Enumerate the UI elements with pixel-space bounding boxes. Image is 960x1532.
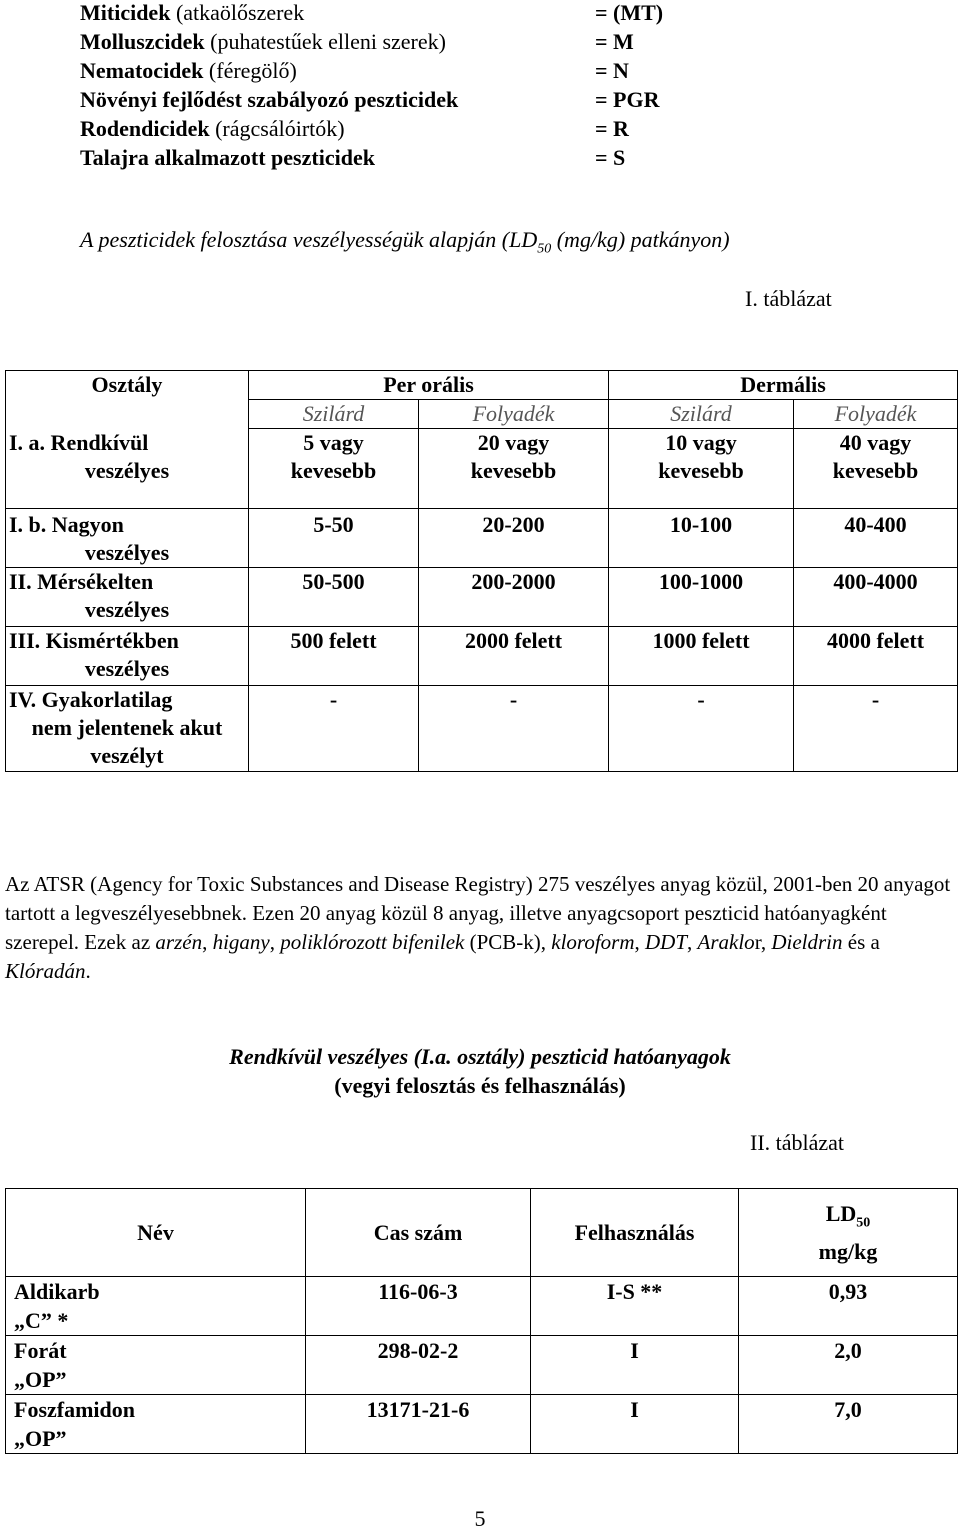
value-cell xyxy=(249,429,419,509)
value-cell: 40-400 xyxy=(794,509,958,568)
table-subheader-row xyxy=(6,400,958,429)
ld-cell: 0,93 xyxy=(739,1277,958,1336)
para-text: (PCB-k), xyxy=(464,930,552,954)
value-cell: 5-50 xyxy=(249,509,419,568)
class-cell xyxy=(6,627,249,686)
subheader-solid: Szilárd xyxy=(249,400,419,429)
use-cell: I xyxy=(531,1395,739,1454)
substance-group: „OP” xyxy=(14,1367,67,1392)
use-cell: I xyxy=(531,1336,739,1395)
category-name: Miticidek xyxy=(80,0,171,25)
value: 40 vagy xyxy=(839,430,912,455)
value-cell: 50-500 xyxy=(249,568,419,627)
class-name: III. Kismértékben xyxy=(9,628,179,653)
ld-cell: 7,0 xyxy=(739,1395,958,1454)
value-cell: 20-200 xyxy=(419,509,609,568)
value-cell: - xyxy=(249,686,419,772)
value-cell: - xyxy=(794,686,958,772)
class-name-cont: veszélyes xyxy=(84,656,170,681)
para-text: Az ATSR (Agency for Toxic Substances and Disease Registry) 275 veszélyes anyag közül, 2001-ben 20 anyagot tartott a legveszélyesebbnek. Ezen 20 anyag közül 8 anyag, illetve anyagcsoport peszticid hatóanyagként szerepel. Ezek az xyxy=(5,872,951,954)
ld-cell: 2,0 xyxy=(739,1336,958,1395)
category-code: = R xyxy=(595,116,629,141)
table-row xyxy=(6,627,958,686)
header-dermal: Dermális xyxy=(609,371,958,400)
substance-name: Forát xyxy=(14,1338,67,1363)
substance-group: „C” * xyxy=(14,1308,69,1333)
category-list xyxy=(80,0,780,174)
header-cas: Cas szám xyxy=(306,1189,531,1277)
header-name: Név xyxy=(6,1189,306,1277)
category-row xyxy=(80,58,780,87)
value-cell xyxy=(609,429,794,509)
cas-cell: 298-02-2 xyxy=(306,1336,531,1395)
category-code: = M xyxy=(595,29,634,54)
table-label: I. táblázat xyxy=(745,286,832,311)
substance-name: kloroform xyxy=(551,930,635,954)
value: 5 vagy xyxy=(303,430,364,455)
category-name: Nematocidek xyxy=(80,58,204,83)
category-name: Rodendicidek xyxy=(80,116,210,141)
table-row xyxy=(6,568,958,627)
value-cont: kevesebb xyxy=(470,458,557,483)
class-name-cont: veszélyes xyxy=(84,597,170,622)
para-text: r, xyxy=(754,930,772,954)
class-name: I. a. Rendkívül xyxy=(9,429,149,455)
value-cell xyxy=(419,429,609,509)
header-class: Osztály xyxy=(6,371,249,400)
value-cell: 4000 felett xyxy=(794,627,958,686)
subheader-liquid: Folyadék xyxy=(794,400,958,429)
class-name-cont: nem jelentenek akut xyxy=(31,715,223,740)
para-text: , xyxy=(269,930,281,954)
heading2-line1: Rendkívül veszélyes (I.a. osztály) peszticid hatóanyagok xyxy=(229,1044,731,1069)
value-cell xyxy=(794,429,958,509)
page-number: 5 xyxy=(474,1506,486,1531)
ld-subscript: 50 xyxy=(856,1215,871,1231)
value-cont: kevesebb xyxy=(290,458,377,483)
para-text: . xyxy=(85,959,91,983)
para-text: , xyxy=(687,930,698,954)
category-code: = N xyxy=(595,58,629,83)
value-cell: 400-4000 xyxy=(794,568,958,627)
category-row xyxy=(80,87,780,116)
name-cell xyxy=(6,1395,306,1454)
header-per-oral: Per orális xyxy=(249,371,609,400)
cas-cell: 13171-21-6 xyxy=(306,1395,531,1454)
substance-name: Foszfamidon xyxy=(14,1397,135,1422)
value-cell: 500 felett xyxy=(249,627,419,686)
substance-name: Araklo xyxy=(697,930,755,954)
class-name-cont: veszélyes xyxy=(84,457,170,483)
value-cell: 200-2000 xyxy=(419,568,609,627)
table-row xyxy=(6,1336,958,1395)
table-row xyxy=(6,1277,958,1336)
table-header-row xyxy=(6,371,958,400)
body-paragraph xyxy=(5,870,953,986)
substance-name: DDT xyxy=(645,930,688,954)
blank-cell xyxy=(6,400,249,429)
ld-label: LD xyxy=(825,1200,857,1226)
substance-name: Klóradán xyxy=(5,959,86,983)
substance-name: Aldikarb xyxy=(14,1279,100,1304)
para-text: , xyxy=(202,930,213,954)
category-desc: (féregölő) xyxy=(203,58,297,83)
cas-cell: 116-06-3 xyxy=(306,1277,531,1336)
table-header-row xyxy=(6,1189,958,1277)
header-use: Felhasználás xyxy=(531,1189,739,1277)
value-cell: 2000 felett xyxy=(419,627,609,686)
heading-text: A peszticidek felosztása veszélyességük alapján (LD xyxy=(80,227,538,252)
toxicity-class-table xyxy=(5,370,958,772)
category-name: Növényi fejlődést szabályozó peszticidek xyxy=(80,87,459,112)
category-desc: (atkaölőszerek xyxy=(170,0,305,25)
class-cell xyxy=(6,686,249,772)
class-name-cont: veszélyt xyxy=(90,743,164,768)
category-name: Talajra alkalmazott peszticidek xyxy=(80,145,375,170)
table-row xyxy=(6,509,958,568)
para-text: , xyxy=(634,930,646,954)
value-cell: 10-100 xyxy=(609,509,794,568)
category-row xyxy=(80,145,780,174)
name-cell xyxy=(6,1336,306,1395)
class-cell xyxy=(6,429,249,509)
subheader-liquid: Folyadék xyxy=(419,400,609,429)
table-row xyxy=(6,686,958,772)
value: 10 vagy xyxy=(665,430,737,455)
value-cell: 1000 felett xyxy=(609,627,794,686)
category-row xyxy=(80,116,780,145)
header-ld50 xyxy=(739,1189,958,1277)
class-cell xyxy=(6,509,249,568)
substance-group: „OP” xyxy=(14,1426,67,1451)
category-name: Molluszcidek xyxy=(80,29,205,54)
table-row xyxy=(6,1395,958,1454)
class-name: I. b. Nagyon xyxy=(9,512,124,537)
table-row xyxy=(6,429,958,509)
category-code: = (MT) xyxy=(595,0,664,25)
value-cell: - xyxy=(609,686,794,772)
category-row xyxy=(80,29,780,58)
category-code: = S xyxy=(595,145,626,170)
substance-name: arzén xyxy=(155,930,203,954)
heading-subscript: 50 xyxy=(537,241,552,257)
section-heading-2 xyxy=(0,1042,960,1100)
class-name: IV. Gyakorlatilag xyxy=(9,687,173,712)
heading-text-end: (mg/kg) patkányon) xyxy=(551,227,730,252)
table-label: II. táblázat xyxy=(750,1130,845,1155)
name-cell xyxy=(6,1277,306,1336)
class-name: II. Mérsékelten xyxy=(9,569,154,594)
substance-name: poliklórozott bifenilek xyxy=(280,930,465,954)
class-name-cont: veszélyes xyxy=(84,540,170,565)
value-cont: kevesebb xyxy=(658,458,744,483)
value-cont: kevesebb xyxy=(832,458,919,483)
section-heading xyxy=(80,227,730,257)
category-desc: (rágcsálóirtók) xyxy=(209,116,345,141)
substances-table xyxy=(5,1188,958,1454)
substance-name: Dieldrin xyxy=(771,930,843,954)
class-cell xyxy=(6,568,249,627)
value: 20 vagy xyxy=(477,430,550,455)
para-text: és a xyxy=(842,930,880,954)
substance-name: higany xyxy=(212,930,270,954)
category-code: = PGR xyxy=(595,87,660,112)
use-cell: I-S ** xyxy=(531,1277,739,1336)
heading2-line2: (vegyi felosztás és felhasználás) xyxy=(334,1073,626,1098)
value-cell: - xyxy=(419,686,609,772)
ld-unit: mg/kg xyxy=(818,1239,878,1265)
category-row xyxy=(80,0,780,29)
subheader-solid: Szilárd xyxy=(609,400,794,429)
category-desc: (puhatestűek elleni szerek) xyxy=(204,29,446,54)
value-cell: 100-1000 xyxy=(609,568,794,627)
